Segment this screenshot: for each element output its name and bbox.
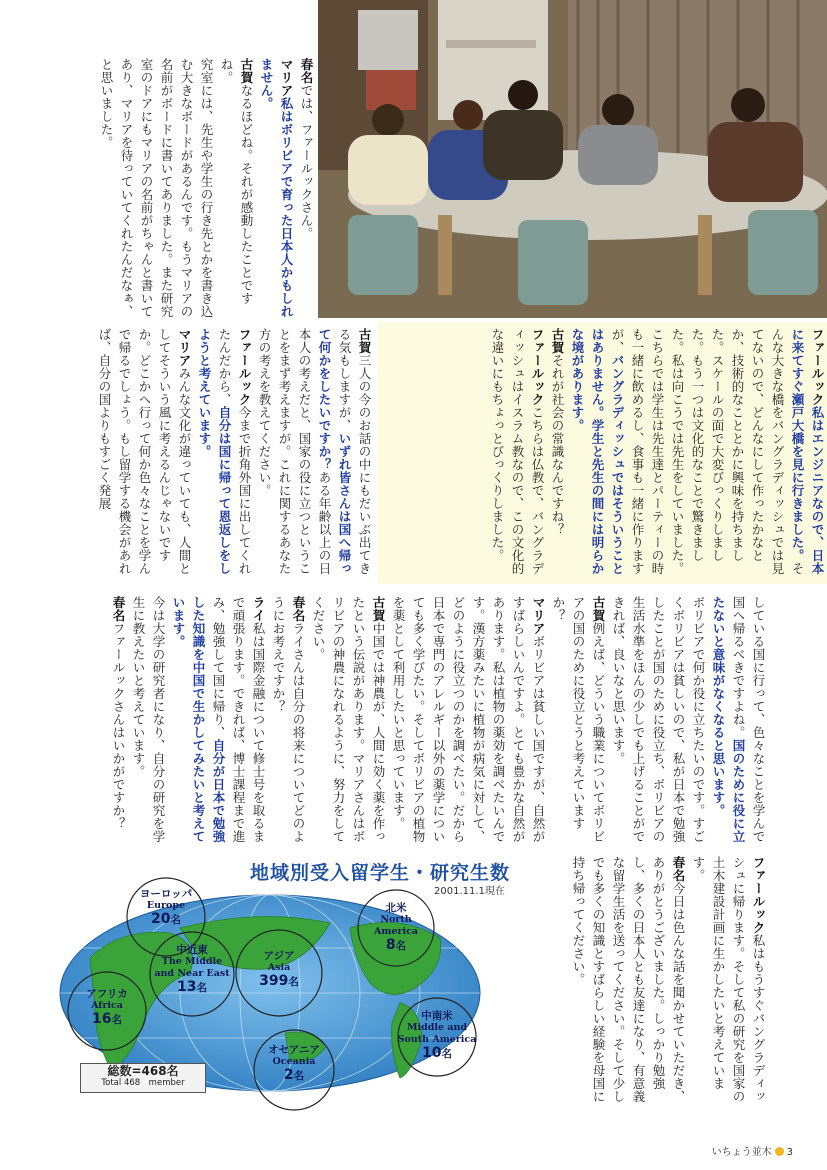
paragraph: ボリビアで何か役に立ちたいのです。すごくボリビアは貧しいので、私が日本で勉強したことが国のために役立ち、ボリビアの生活水準をほんの少しでも上げることができれば、良いなと思います。 [611, 596, 706, 843]
paragraph: ファールック今まで折角外国に出してくれたんだから、自分は国に帰って恩返しをしようと考えています。 [197, 328, 252, 575]
text-block-1 [62, 58, 316, 320]
publication-title: いちょう並木 [711, 1147, 772, 1158]
bullet-dot-icon [775, 1147, 784, 1156]
paragraph: 古賀なるほどね。それが感動したことですね。 [219, 58, 254, 305]
map-date: 2001.11.1現在 [434, 886, 505, 897]
region-asia: アジア Asia 399名 [234, 928, 324, 1018]
paragraph: マリアみんな文化が違っていても、人間としてそういう風に考えるんじゃないですか。どこかへ行って何か色々なことを学んで帰るでしょう。もし留学する機会があれば、自分の国よりもすごく発展 [97, 328, 192, 575]
paragraph: 春名今日は色んな話を聞かせていただき、ありがとうございました。しっかり勉強し、多くの日本人とも友達になり、有意義な留学生活を送ってください。そして少しでも多くの知識とすばらしい経験を母国に持ち帰ってください。 [571, 856, 686, 1103]
region-africa: アフリカ Africa 16名 [66, 970, 148, 1052]
paragraph: 今は大学の研究者になり、自分の研究を学生に教えたいと考えています。 [131, 596, 166, 843]
paragraph: マリア私はボリビアで育った日本人かもしれません。 [259, 58, 294, 318]
paragraph: 古賀例えば、どういう職業についてボリビアの国のために役立とうと考えていますか？ [551, 596, 606, 843]
region-europe: ヨーロッパ Europe 20名 [125, 876, 207, 958]
paragraph: ファールック私はもうすぐバングラディッシュに帰ります。そして私の研究を国家の土木建設計画に生かしたいと考えています。 [691, 856, 766, 1103]
text-block-5 [560, 856, 768, 1106]
paragraph: している国に行って、色々なことを学んで国へ帰るべきですよね。国のために役に立たないと意味がなくなると思います。 [711, 596, 766, 843]
paragraph: 春名では、ファールックさん。 [299, 58, 314, 240]
paragraph: 究室には、先生や学生の行き先とかを書き込む大きなボードがあるんです。もうマリアの名前がボードに書いてありました。また研究室のドアにもマリアの名前がちゃんと書いてあり、マリアを待っていてくれたんだなぁ、と思いました。 [99, 58, 214, 318]
meeting-photo-illustration [318, 0, 827, 318]
text-block-3 [62, 322, 374, 584]
region-middle-east: 中近東 The Middle and Near East 13名 [148, 930, 236, 1018]
page-footer [712, 1143, 793, 1158]
paragraph: ライ私は国際金融について修士号を取るまで頑張ります。できれば、博士課程まで進み、勉強して国に帰り、自分が日本で勉強した知識を中国で生かしてみたいと考えています。 [171, 596, 266, 843]
paragraph: 古賀中国では神農が、人間に効く薬を作ったという伝説があります。マリアさんはボリビアの神農になれるように、努力をしてください。 [311, 596, 386, 843]
text-block-2 [378, 322, 827, 584]
total-count-box: 総数=468名 Total 468 member [80, 1063, 206, 1093]
paragraph: 春名ファールックさんはいかがですか？ [111, 596, 126, 830]
region-oceania: オセアニア Oceania 2名 [252, 1028, 336, 1112]
paragraph: 古賀三人の今のお話の中にもだいぶ出てきる気もしますが、いずれ皆さんは国へ帰って何かをしたいですか？ある年齢以上の日本人の考えだと、国家の役に立つということをまず考えますが。これに関するあなた方の考えを教えてください。 [257, 328, 372, 575]
map-title: 地域別受入留学生・研究生数 [250, 862, 511, 884]
region-north-america: 北米 North America 8名 [356, 888, 436, 968]
text-block-4 [62, 596, 768, 844]
meeting-photo [318, 0, 827, 318]
region-latin-america: 中南米 Middle and South America 10名 [396, 996, 478, 1078]
page-number: 3 [786, 1147, 793, 1158]
paragraph: ファールックこちらは仏教で、バングラディッシュはイスラム教なので、この文化的な違いにもちょっとびっくりしました。 [490, 328, 545, 575]
paragraph: 古賀それが社会の常識なんですね？ [550, 328, 565, 536]
paragraph: ファールック私はエンジニアなので、日本に来てすぐ瀬戸大橋を見に行きました。そんな大きな橋をバングラディッシュでは見てないので、どんなにして作ったかなとか、技術的なこととかに興味を持ちました。スケールの面で大変びっくりしました。もう一つは文化的なことで驚きました。私は向こうでは先生をしていました。こちらでは学生は先生達とパーティーの時も一緒に飲めるし、食事も一緒に作りますが、バングラディッシュではそういうことはありません。学生と先生の間には明らかな境があります。 [570, 328, 825, 575]
paragraph: マリアボリビアは貧しい国ですが、自然がすばらしいんですよ。とても豊かな自然があります。私は植物の薬効を調べたいんです。漢方薬みたいに植物が病気に対して、どのように役立つのかを調べたい。だから日本で専門のアレルギー以外の薬学についても多く学びたい。そしてボリビアの植物を薬として利用したいと思っています。 [391, 596, 546, 843]
paragraph: 春名ライさんは自分の将来についてどのようにお考えですか？ [271, 596, 306, 843]
